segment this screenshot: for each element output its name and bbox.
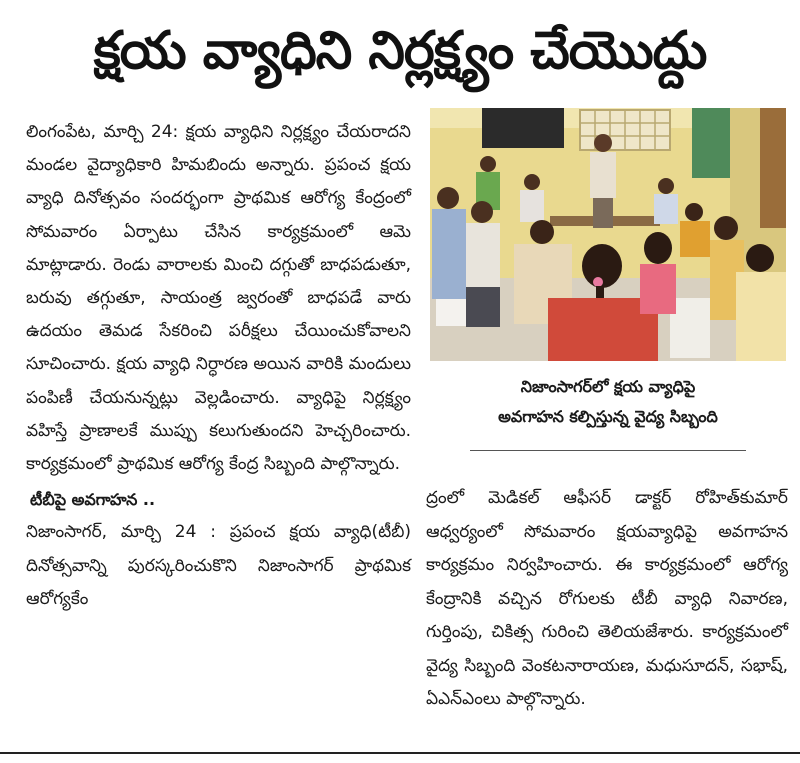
photo-scene-illustration (430, 108, 786, 361)
headline: క్షయ వ్యాధిని నిర్లక్ష్యం చేయొద్దు (93, 21, 707, 81)
caption-line-1: నిజాంసాగర్‌లో క్షయ వ్యాధిపై (520, 377, 696, 396)
subheading-tb-awareness: టీబీపై అవగాహన .. (30, 490, 156, 510)
story-lingampet: లింగంపేట, మార్చి 24: క్షయ వ్యాధిని నిర్లక్ష్యం చేయరాదని మండల వైద్యాధికారి హిమబిందు అన్నారు. ప్రపంచ క్షయ వ్యాధి దినోత్సవం సందర్భంగా ప్రాథమిక ఆరోగ్య కేంద్రంలో సోమవారం ఏర్పాటు చేసిన కార్యక్రమంలో ఆమె మాట్లాడారు. రెండు వారాలకు మించి దగ్గుతో బాధపడుతూ, బరువు తగ్గుతూ, సాయంత్ర జ్వరంతో బాధపడే వారు ఉదయం తెమడ సేకరించి పరీక్షలు చేయించుకోవాలని సూచించారు. క్షయ వ్యాధి నిర్ధారణ అయిన వారికి మందులు పంపిణీ చేయనున్నట్లు వెల్లడించారు. వ్యాధిపై నిర్లక్ష్యం వహిస్తే ప్రాణాలకే ముప్పు కలుగుతుందని హెచ్చరించారు. కార్యక్రమంలో ప్రాథమిక ఆరోగ్య కేంద్ర సిబ్బంది పాల్గొన్నారు. (26, 122, 411, 475)
story-nizamsagar-start: నిజాంసాగర్, మార్చి 24 : ప్రపంచ క్షయ వ్యాధి(టీబీ) దినోత్సవాన్ని పురస్కరించుకొని నిజాంసాగర్ ప్రాథమిక ఆరోగ్యకేం (26, 522, 411, 609)
left-column (26, 116, 411, 616)
caption-divider (470, 450, 746, 451)
caption-line-2: అవగాహన కల్పిస్తున్న వైద్య సిబ్బంది (498, 407, 718, 426)
story-nizamsagar-continued: ద్రంలో మెడికల్ ఆఫీసర్ డాక్టర్ రోహిత్‌కుమార్ ఆధ్వర్యంలో సోమవారం క్షయవ్యాధిపై అవగాహన కార్యక్రమం నిర్వహించారు. ఈ కార్యక్రమంలో ఆరోగ్య కేంద్రానికి వచ్చిన రోగులకు టీబీ వ్యాధి నివారణ, గుర్తింపు, చికిత్స గురించి తెలియజేశారు. కార్యక్రమంలో వైద్య సిబ్బంది వెంకటనారాయణ, మధుసూదన్, సభాష్, ఏఎన్ఎంలు పాల్గొన్నారు. (426, 488, 788, 709)
bottom-divider (0, 752, 800, 754)
right-column (426, 482, 788, 717)
photo-caption (430, 372, 786, 432)
news-photo (430, 108, 786, 361)
